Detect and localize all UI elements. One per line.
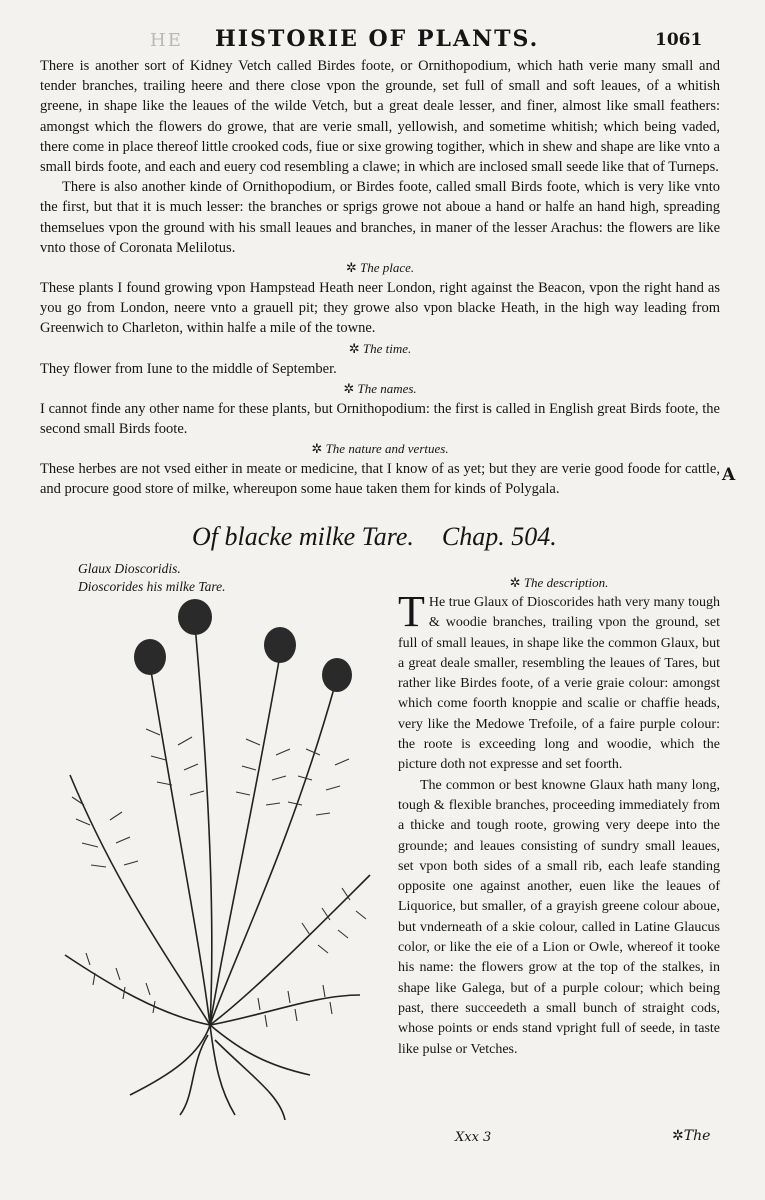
- paragraph-names: I cannot finde any other name for these plants, but Ornithopodium: the first is called in English great Birds foote, the second small Birds foote.: [40, 400, 720, 438]
- asterisk-icon: ✲: [343, 380, 358, 396]
- heading-the-time: ✲ The time.: [348, 340, 412, 356]
- paragraph-nature: These herbes are not vsed either in meate or medicine, that I know of as yet; but they are verie good foode for cattle, and procure good store of milke, whereupon some haue taken them for kinds of Polygala.: [40, 461, 720, 498]
- drop-capital: T: [398, 587, 425, 636]
- marginal-letter: A: [722, 465, 736, 485]
- page-header: [0, 26, 765, 56]
- bleed-through-title: HE: [150, 30, 183, 51]
- paragraph-place: These plants I found growing vpon Hampstead Heath neer London, right against the Beacon, vpon the right hand as you go from London, neere vnto a grauell pit; they growe also vpon blacke Heath, in the high way leading from Greenwich to Charleton, within halfe a mile of the towne.: [40, 280, 720, 337]
- illustration-caption: [78, 560, 338, 596]
- signature-mark: Xxx 3: [455, 1130, 492, 1145]
- asterisk-icon: ✲: [345, 260, 360, 276]
- asterisk-icon: ✲: [509, 575, 524, 590]
- top-text-block: [40, 56, 720, 500]
- page-number: 1061: [655, 30, 703, 50]
- heading-nature-and-vertues: ✲ The nature and vertues.: [311, 441, 449, 457]
- chapter-number: Chap. 504.: [441, 522, 557, 551]
- running-title: HISTORIE OF PLANTS.: [215, 26, 540, 52]
- heading-the-place: ✲ The place.: [345, 260, 415, 276]
- paragraph-description-common-glaux: The common or best knowne Glaux hath many long, tough & flexible branches, proceeding immediately from a thicke and tough roote, growing very deepe into the grounde; and leaues consisting of sundry small leaues, set vpon both sides of a small rib, each leafe standing opposite one against another, euen like the leaues of Liquorice, but smaller, of a grayish greene colour aboue, but vnderneath of a skie colour, called in Latine Glaucus color, or like the eie of a Lion or Owle, whereof it tooke his name: the flowers grow at the top of the stalkes, in shape like Galega, but of a purple colour; which being past, there succeedeth a small bunch of straight cods, whose points or ends stand vpright full of seede, in taste like pulse or Vetches.: [398, 777, 720, 1057]
- caption-latin: Glaux Dioscoridis.: [78, 561, 181, 576]
- description-column: [398, 573, 720, 1060]
- paragraph-time: They flower from Iune to the middle of September.: [40, 360, 337, 377]
- asterisk-icon: ✲: [348, 340, 363, 356]
- paragraph-great-birds-foote: There is another sort of Kidney Vetch called Birdes foote, or Ornithopodium, which hath verie many small and tender branches, trailing heere and there close vpon the grounde, set full of small and soft leaues, of a whitish greene, in shape like the leaues of the wilde Vetch, but a great deale lesser, and finer, almost like small feathers: amongst which the flowers do growe, that are verie small, yellowish, and sometime whitish; which being vaded, there come in place thereof little crooked cods, fiue or sixe growing togither, which in shew and shape are like vnto a small birds foote, and each and euery cod resembling a clawe; in which are inclosed small seede like that of Turneps.: [40, 58, 720, 176]
- milke-tare-woodcut: [50, 595, 395, 1125]
- paragraph-small-birds-foote: There is also another kinde of Ornithopodium, or Birdes foote, called small Birds foote, which is very like vnto the first, but that it is much lesser: the branches or sprigs growe not aboue a hand or halfe an hand high, spreading themselues vpon the ground with his small leaues and branches, in maner of the lesser Arachus: the flowers are like vnto those of Coronata Melilotus.: [40, 179, 720, 256]
- caption-english: Dioscorides his milke Tare.: [78, 579, 226, 594]
- heading-the-names: ✲ The names.: [343, 380, 417, 396]
- chapter-title: Of blacke milke Tare.: [192, 522, 414, 551]
- asterisk-icon: ✲: [311, 441, 326, 457]
- paragraph-description-true-glaux: T He true Glaux of Dioscorides hath very many tough & woodie branches, trailing vpon the ground, set full of small leaues, in shape like the common Glaux, but a great deale smaller, resembling the leaues of Tares, but rather like Birdes foote, of a verie graie colour: amongst which come foorth knoppie and scalie or chaffie heads, very like the Medowe Trefoile, of a faire purple colour: the roote is exceeding long and woodie, which the picture doth not expresse and set foorth.: [398, 587, 720, 773]
- chapter-heading: [192, 522, 557, 552]
- asterisk-icon: ✲: [672, 1128, 684, 1144]
- catchword: ✲The: [672, 1128, 711, 1144]
- heading-the-description: ✲ The description.: [509, 575, 609, 590]
